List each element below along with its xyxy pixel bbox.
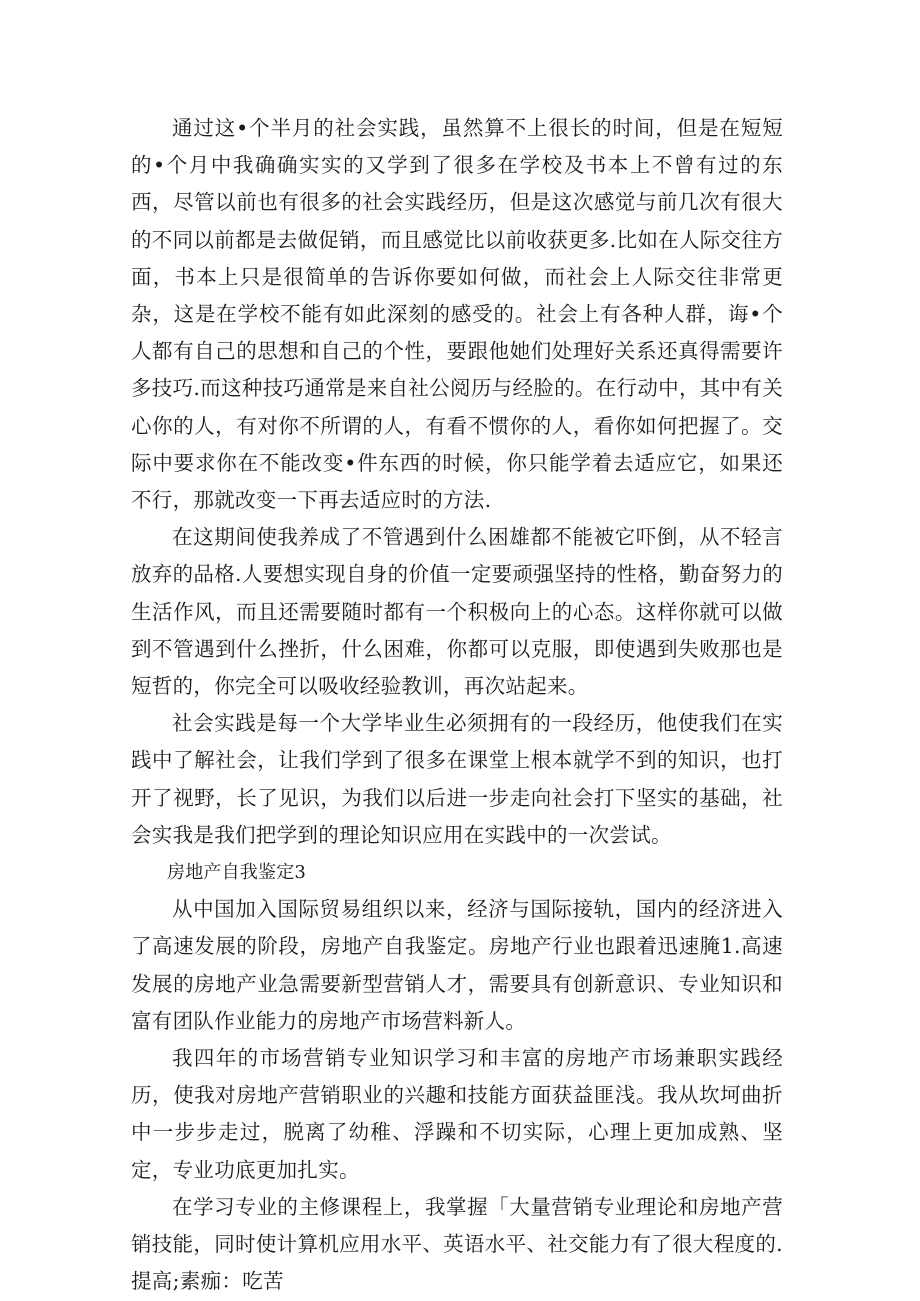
paragraph-character: 在这期间使我养成了不管遇到什么困雄都不能被它吓倒，从不轻言放弃的品格.人要想实现自身的价值一定要顽强坚持的性格，勤奋努力的生活作风，而且还需要随时都有一个积极向上的心态。这样你就可以做到不管遇到什么挫折，什么困难，你都可以克服，即使遇到失败那也是短哲的，你完全可以吸收经验教训，再次站起来。 xyxy=(131,525,783,699)
paragraph-summary: 社会实践是每一个大学毕业生必须拥有的一段经历，他使我们在实践中了解社会，让我们学到了很多在课堂上根本就学不到的知识，也打开了视野，长了见识，为我们以后进一步走向社会打下坚实的基础，社会实我是我们把学到的理论知识应用在实践中的一次尝试。 xyxy=(131,711,783,847)
paragraph-courses: 在学习专业的主修课程上，我掌握「大量营销专业理论和房地产营销技能，同时使计算机应用水平、英语水平、社交能力有了很大程度的.提高;素痂：吃苦 xyxy=(131,1194,783,1294)
document-page xyxy=(131,110,783,1301)
paragraph-industry: 从中国加入国际贸易组织以来，经济与国际接轨，国内的经济进入了高速发展的阶段，房地产自我鉴定。房地产行业也跟着迅速腌1.高速发展的房地产业急需要新型营销人才，需要具有创新意识、专业知识和富有团队作业能力的房地产市场营料新人。 xyxy=(131,897,783,1033)
paragraph-social-practice: 通过这•个半月的社会实践，虽然算不上很长的时间，但是在短短的•个月中我确确实实的又学到了很多在学校及书本上不曾有过的东西，尽管以前也有很多的社会实践经历，但是这次感觉与前几次有很大的不同以前都是去做促销，而且感觉比以前收获更多.比如在人际交往方面，书本上只是很简单的告诉你要如何做，而社会上人际交往非常更杂，这是在学校不能有如此深刻的感受的。社会上有各种人群，诲•个人都有自己的思想和自己的个性，要跟他她们处理好关系还真得需要许多技巧.而这种技巧通常是来自社公阅历与经脸的。在行动中，其中有关心你的人，有对你不所谓的人，有看不惯你的人，看你如何把握了。交际中要求你在不能改变•件东西的时候，你只能学着去适应它，如果还不行，那就改变一下再去适应时的方法. xyxy=(131,116,783,513)
paragraph-experience: 我四年的市场营销专业知识学习和丰富的房地产市场兼职实践经历，使我对房地产营销职业的兴趣和技能方面获益匪浅。我从坎坷曲折中一步步走过，脱离了幼稚、浮躁和不切实际，心理上更加成熟、坚定，专业功底更加扎实。 xyxy=(131,1046,783,1182)
section-title: 房地产自我鉴定3 xyxy=(167,862,307,884)
